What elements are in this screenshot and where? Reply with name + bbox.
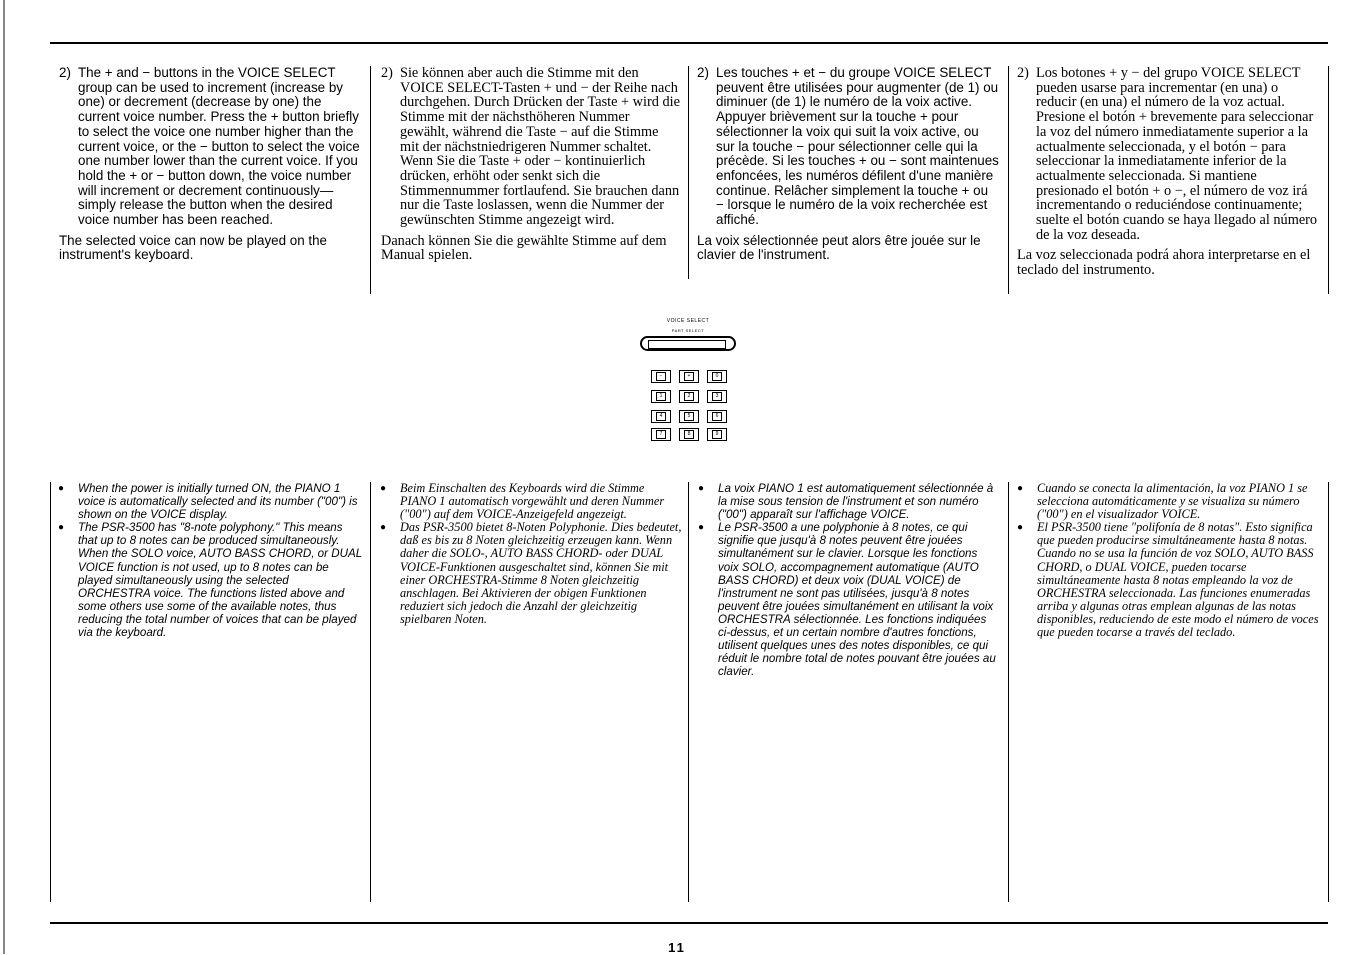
bullet-icon: ● (698, 483, 705, 494)
closing-paragraph: La voz seleccionada podrá ahora interpretarse en el teclado del instrumento. (1017, 247, 1311, 279)
column-divider (688, 66, 689, 279)
step-number: 2) (59, 65, 71, 80)
note-item: ● The PSR-3500 has "8-note polyphony." This means that up to 8 notes can be produced simultaneously. When the SOLO voice, AUTO BASS CHORD, or DUAL VOICE function is not used, up to 8 notes can be played simultaneously using the selected ORCHESTRA voice. The functions listed above and some others use some of the available notes, thus reducing the total number of voices that can be played via the keyboard. (58, 521, 362, 640)
key-label: − (656, 372, 666, 381)
note-item: ● La voix PIANO 1 est automatiquement sélectionnée à la mise sous tension de l'instrument et son numéro ("00") apparaît sur l'affichage VOICE. (698, 482, 994, 522)
key-1[interactable] (651, 390, 671, 403)
step-number: 2) (697, 65, 709, 80)
step-number: 2) (1017, 65, 1029, 81)
key-6[interactable] (707, 410, 727, 423)
key-9[interactable] (707, 428, 727, 441)
column-divider (50, 482, 51, 902)
page-number: 11 (668, 940, 686, 955)
step-text: Les touches + et − du groupe VOICE SELECT peuvent être utilisées pour augmenter (de 1) ou diminuer (de 1) le numéro de la voix active. Appuyer brièvement sur la touche + pour sélectionner la voix qui suit la voix active, ou sur la touche − pour sélectionner celle qui la précède. Si les touches + ou − sont maintenues enfoncées, les numéros défilent d'une manière continue. Relâcher simplement la touche + ou − lorsque le numéro de la voix recherchée est affiché. (716, 65, 999, 228)
german-notes (380, 482, 682, 626)
note-item: ● Das PSR-3500 bietet 8-Noten Polyphonie. Dies bedeutet, daß es bis zu 8 Noten gleichzeitig erzeugen kann. Wenn daher die SOLO-, AUTO BASS CHORD- oder DUAL VOICE-Funktionen ausgeschaltet sind, können Sie mit einer ORCHESTRA-Stimme 8 Noten gleichzeitig anschlagen. Bei Aktivieren der obigen Funktionen reduziert sich jedoch die Anzahl der gleichzeitig spielbaren Noten. (380, 520, 682, 626)
panel-title: VOICE SELECT (666, 318, 710, 324)
key-label: 6 (712, 412, 722, 421)
closing-paragraph: La voix sélectionnée peut alors être jouée sur le clavier de l'instrument. (697, 232, 981, 263)
key-label: 4 (656, 412, 666, 421)
key-label: + (684, 372, 694, 381)
column-divider (1328, 66, 1329, 294)
key-label: 2 (684, 392, 694, 401)
column-divider (370, 66, 371, 294)
english-notes (58, 482, 362, 639)
key-label: 0 (712, 372, 722, 381)
column-divider (1328, 482, 1329, 902)
step-text: The + and − buttons in the VOICE SELECT group can be used to increment (increase by one) or decrement (decrease by one) the current voice number. Press the + button briefly to select the voice one number higher than the current voice, or the − button to select the voice one number lower than the current voice. If you hold the + or − button down, the voice number will increment or decrement continuously— simply release the button when the desired voice number has been reached. (78, 65, 360, 228)
spanish-instructions (1017, 66, 1319, 278)
key-label: 5 (684, 412, 694, 421)
closing-paragraph: The selected voice can now be played on the instrument's keyboard. (59, 232, 327, 263)
key-label: 3 (712, 392, 722, 401)
bullet-icon: ● (698, 522, 705, 534)
bullet-icon: ● (1017, 522, 1024, 534)
closing-paragraph: Danach können Sie die gewählte Stimme auf dem Manual spielen. (381, 232, 667, 264)
note-item: ● Le PSR-3500 a une polyphonie à 8 notes, ce qui signifie que jusqu'à 8 notes peuvent être jouées simultanément sur le clavier. Lorsque les fonctions voix SOLO, accompagnement automatique (AUTO BASS CHORD) et deux voix (DUAL VOICE) de l'instrument ne sont pas utilisées, jusqu'à 8 notes peuvent être jouées simultanément en utilisant la voix ORCHESTRA sélectionnée. Les fonctions indiquées ci-dessus, et un certain nombre d'autres fonctions, utilisent quelques unes des notes disponibles, ce qui réduit le nombre total de notes pouvant être jouées au clavier. (698, 521, 996, 679)
english-instructions (59, 66, 361, 263)
column-divider (370, 482, 371, 902)
column-divider (1008, 66, 1009, 294)
key-3[interactable] (707, 390, 727, 403)
step-text: Sie können aber auch die Stimme mit den VOICE SELECT-Tasten + und − der Reihe nach durchgehen. Durch Drücken der Taste + wird die Stimme mit der nächsthöheren Nummer gewählt, während die Taste − auf die Stimme mit der nächstniedrigeren Nummer schaltet. Wenn Sie die Taste + oder − kontinuierlich drücken, erhöht oder senkt sich die Stimmennummer fortlaufend. Sie brauchen dann nur die Taste loslassen, wenn die Nummer der gewünschten Stimme angezeigt wird. (400, 65, 680, 229)
panel-subtitle: PART SELECT (671, 328, 705, 333)
key-label: 7 (656, 430, 666, 439)
spanish-notes (1017, 482, 1319, 639)
bullet-icon: ● (58, 522, 65, 534)
top-rule (50, 42, 1328, 44)
note-item: ● El PSR-3500 tiene "polifonía de 8 notas". Esto significa que pueden producirse simultáneamente hasta 8 notas. Cuando no se usa la función de voz SOLO, AUTO BASS CHORD, o DUAL VOICE, pueden tocarse simultáneamente hasta 8 notas empleando la voz de ORCHESTRA seleccionada. Las funciones enumeradas arriba y algunas otras emplean algunas de las notas disponibles, reduciendo de este modo el número de voces que pueden tocarse a través del teclado. (1017, 520, 1319, 640)
german-instructions (381, 66, 681, 263)
key-5[interactable] (679, 410, 699, 423)
scan-edge (3, 0, 5, 954)
note-item: ● When the power is initially turned ON, the PIANO 1 voice is automatically selected and its number ("00") is shown on the VOICE display. (58, 482, 358, 522)
key-label: 1 (656, 392, 666, 401)
bottom-rule (50, 922, 1328, 924)
note-item: ● Beim Einschalten des Keyboards wird die Stimme PIANO 1 automatisch vorgewählt und deren Nummer ("00") auf dem VOICE-Anzeigefeld angezeigt. (380, 481, 665, 522)
bullet-icon: ● (1017, 483, 1024, 494)
key-4[interactable] (651, 410, 671, 423)
bullet-icon: ● (380, 522, 387, 534)
plus-key[interactable] (679, 370, 699, 383)
bullet-icon: ● (58, 483, 65, 494)
key-label: 8 (684, 430, 694, 439)
minus-key[interactable] (651, 370, 671, 383)
step-text: Los botones + y − del grupo VOICE SELECT pueden usarse para incrementar (en una) o reducir (en una) el número de la voz actual. Presione el botón + brevemente para seleccionar la voz del número inmediatamente superior a la actualmente seleccionada, y el botón − para seleccionar la inmediatamente inferior de la actualmente seleccionada. Si mantiene presionado el botón + o −, el número de voz irá incrementando o reduciéndose continuamente; suelte el botón cuando se haya llegado al número de la voz deseada. (1036, 65, 1318, 243)
column-divider (1008, 482, 1009, 902)
key-7[interactable] (651, 428, 671, 441)
column-divider (688, 482, 689, 902)
note-item: ● Cuando se conecta la alimentación, la voz PIANO 1 se selecciona automáticamente y se visualiza su número ("00") en el visualizador VOICE. (1017, 481, 1308, 522)
step-number: 2) (381, 65, 393, 81)
french-notes (698, 482, 1000, 678)
key-label: 9 (712, 430, 722, 439)
french-instructions (697, 66, 999, 263)
key-2[interactable] (679, 390, 699, 403)
key-0[interactable] (707, 370, 727, 383)
bullet-icon: ● (380, 483, 387, 494)
voice-display-slot (640, 336, 736, 351)
key-8[interactable] (679, 428, 699, 441)
